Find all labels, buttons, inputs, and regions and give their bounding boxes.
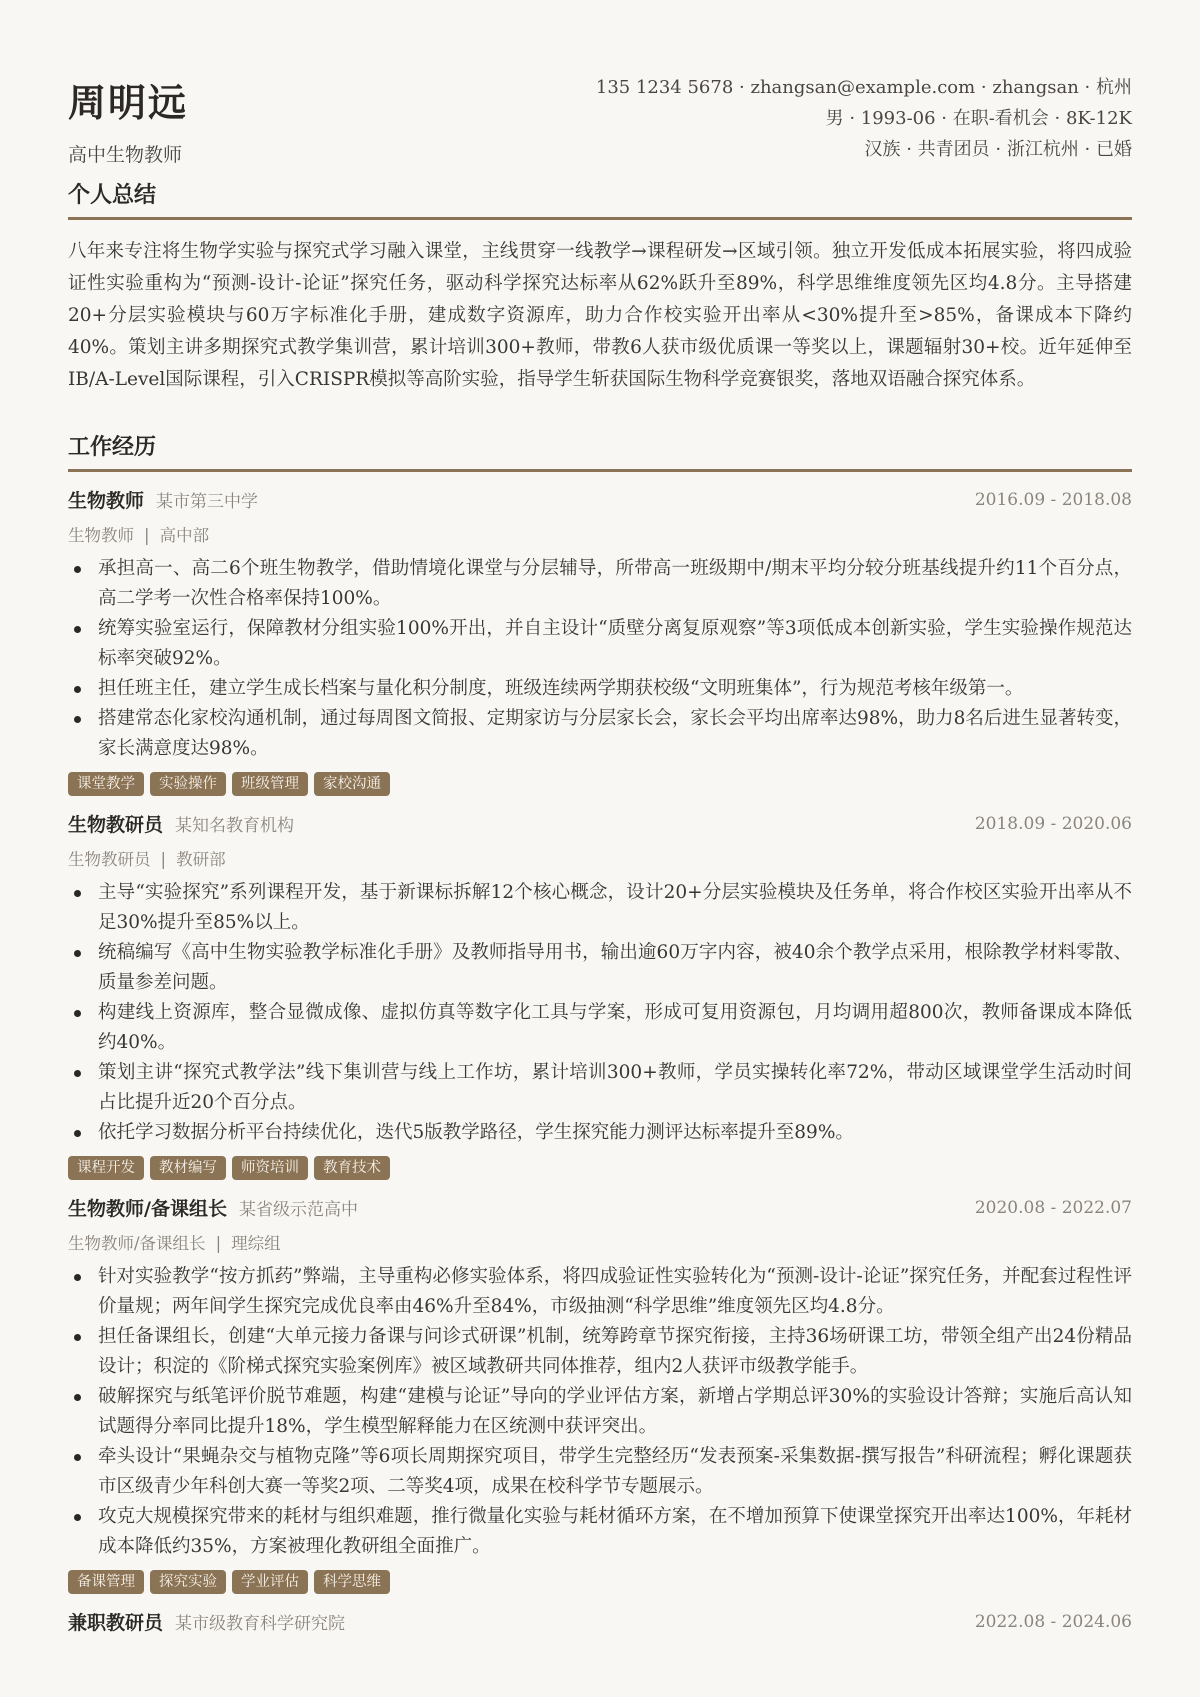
skill-tag: 科学思维 [314, 1570, 390, 1594]
job-bullet: 统筹实验室运行，保障教材分组实验100%开出，并自主设计“质壁分离复原观察”等3项低成本创新实验，学生实验操作规范达标率突破92%。 [68, 614, 1132, 674]
job-department: 教研部 [176, 850, 226, 869]
job-title: 生物教师 [68, 490, 145, 512]
job-sub-separator: | [160, 850, 167, 869]
job-bullets [68, 1262, 1132, 1562]
job-bullet: 承担高一、高二6个班生物教学，借助情境化课堂与分层辅导，所带高一班级期中/期末平均分较分班基线提升约11个百分点，高二学考一次性合格率保持100%。 [68, 554, 1132, 614]
job-entry [68, 1194, 1132, 1594]
job-sub-separator: | [215, 1234, 222, 1253]
job-department: 高中部 [159, 526, 210, 545]
skill-tag: 教材编写 [150, 1156, 226, 1180]
job-bullet: 牵头设计“果蝇杂交与植物克隆”等6项长周期探究项目，带学生完整经历“发表预案-采集数据-撰写报告”科研流程；孵化课题获市区级青少年科创大赛一等奖2项、二等奖4项，成果在校科学节专题展示。 [68, 1442, 1132, 1502]
contact-line-1: 135 1234 5678 · zhangsan@example.com · zhangsan · 杭州 [595, 77, 1132, 98]
experience-title: 工作经历 [68, 430, 1132, 472]
experience-section [68, 430, 1132, 1642]
skill-tag: 师资培训 [232, 1156, 308, 1180]
job-date: 2018.09 - 2020.06 [974, 814, 1132, 834]
skill-tag: 探究实验 [150, 1570, 226, 1594]
job-tags [68, 772, 1132, 796]
job-sub-separator: | [144, 526, 150, 545]
job-bullet: 统稿编写《高中生物实验教学标准化手册》及教师指导用书，输出逾60万字内容，被40余个教学点采用，根除教学材料零散、质量参差问题。 [68, 938, 1132, 998]
skill-tag: 实验操作 [150, 772, 226, 796]
job-bullet: 破解探究与纸笔评价脱节难题，构建“建模与论证”导向的学业评估方案，新增占学期总评30%的实验设计答辩；实施后高认知试题得分率同比提升18%，学生模型解释能力在区统测中获评突出。 [68, 1382, 1132, 1442]
job-bullet: 搭建常态化家校沟通机制，通过每周图文简报、定期家访与分层家长会，家长会平均出席率达98%，助力8名后进生显著转变，家长满意度达98%。 [68, 704, 1132, 764]
job-title: 兼职教研员 [68, 1612, 164, 1634]
contact-line-2: 男 · 1993-06 · 在职-看机会 · 8K-12K [825, 108, 1132, 129]
summary-section [68, 178, 1132, 396]
job-header [68, 1194, 1132, 1228]
skill-tag: 班级管理 [232, 772, 308, 796]
skill-tag: 学业评估 [232, 1570, 308, 1594]
job-bullets [68, 554, 1132, 764]
job-position: 生物教研员 [68, 850, 151, 869]
job-bullet: 攻克大规模探究带来的耗材与组织难题，推行微量化实验与耗材循环方案，在不增加预算下使课堂探究开出率达100%，年耗材成本降低约35%，方案被理化教研组全面推广。 [68, 1502, 1132, 1562]
job-tags [68, 1156, 1132, 1180]
job-subline [68, 1228, 1132, 1260]
job-company: 某市级教育科学研究院 [175, 1614, 346, 1634]
job-title: 生物教研员 [68, 814, 164, 836]
job-header [68, 486, 1132, 520]
candidate-name: 周明远 [68, 80, 189, 125]
skill-tag: 教育技术 [314, 1156, 390, 1180]
job-bullets [68, 878, 1132, 1148]
resume-header [68, 0, 1132, 178]
job-bullet: 主导“实验探究”系列课程开发，基于新课标拆解12个核心概念，设计20+分层实验模块及任务单，将合作校区实验开出率从不足30%提升至85%以上。 [68, 878, 1132, 938]
job-position: 生物教师/备课组长 [68, 1234, 206, 1253]
job-date: 2020.08 - 2022.07 [974, 1198, 1132, 1218]
contact-info [596, 72, 1132, 165]
job-position: 生物教师 [68, 526, 134, 545]
summary-text: 八年来专注将生物学实验与探究式学习融入课堂，主线贯穿一线教学→课程研发→区域引领。独立开发低成本拓展实验，将四成验证性实验重构为“预测-设计-论证”探究任务，驱动科学探究达标率从62%跃升至89%，科学思维维度领先区均4.8分。主导搭建20+分层实验模块与60万字标准化手册，建成数字资源库，助力合作校实验开出率从<30%提升至>85%，备课成本下降约40%。策划主讲多期探究式教学集训营，累计培训300+教师，带教6人获市级优质课一等奖以上，课题辐射30+校。近年延伸至IB/A-Level国际课程，引入CRISPR模拟等高阶实验，指导学生斩获国际生物科学竞赛银奖，落地双语融合探究体系。 [68, 241, 1132, 390]
job-header [68, 1608, 1132, 1642]
contact-line-3: 汉族 · 共青团员 · 浙江杭州 · 已婚 [864, 139, 1132, 160]
candidate-role: 高中生物教师 [68, 144, 183, 166]
job-bullet: 担任班主任，建立学生成长档案与量化积分制度，班级连续两学期获校级“文明班集体”，行为规范考核年级第一。 [68, 674, 1132, 704]
skill-tag: 备课管理 [68, 1570, 144, 1594]
skill-tag: 课程开发 [68, 1156, 144, 1180]
job-department: 理综组 [231, 1234, 281, 1253]
job-tags [68, 1570, 1132, 1594]
job-bullet: 策划主讲“探究式教学法”线下集训营与线上工作坊，累计培训300+教师，学员实操转化率72%，带动区域课堂学生活动时间占比提升近20个百分点。 [68, 1058, 1132, 1118]
job-header [68, 810, 1132, 844]
job-bullet: 依托学习数据分析平台持续优化，迭代5版教学路径，学生探究能力测评达标率提升至89%。 [68, 1118, 1132, 1148]
summary-title: 个人总结 [68, 178, 1132, 220]
job-company: 某市第三中学 [156, 492, 259, 512]
job-bullet: 担任备课组长，创建“大单元接力备课与问诊式研课”机制，统筹跨章节探究衔接，主持36场研课工坊，带领全组产出24份精品设计；积淀的《阶梯式探究实验案例库》被区域教研共同体推荐，组内2人获评市级教学能手。 [68, 1322, 1132, 1382]
skill-tag: 家校沟通 [314, 772, 390, 796]
job-subline [68, 844, 1132, 876]
job-bullet: 构建线上资源库，整合显微成像、虚拟仿真等数字化工具与学案，形成可复用资源包，月均调用超800次，教师备课成本降低约40%。 [68, 998, 1132, 1058]
job-bullet: 针对实验教学“按方抓药”弊端，主导重构必修实验体系，将四成验证性实验转化为“预测-设计-论证”探究任务，并配套过程性评价量规；两年间学生探究完成优良率由46%升至84%，市级抽测“科学思维”维度领先区均4.8分。 [68, 1262, 1132, 1322]
job-entry [68, 1608, 1132, 1642]
job-company: 某省级示范高中 [238, 1200, 358, 1220]
job-date: 2016.09 - 2018.08 [974, 490, 1132, 510]
job-date: 2022.08 - 2024.06 [974, 1612, 1132, 1632]
job-entry [68, 810, 1132, 1180]
job-subline [68, 520, 1132, 552]
job-entry [68, 486, 1132, 796]
job-title: 生物教师/备课组长 [68, 1198, 227, 1220]
job-company: 某知名教育机构 [175, 816, 295, 836]
skill-tag: 课堂教学 [68, 772, 144, 796]
